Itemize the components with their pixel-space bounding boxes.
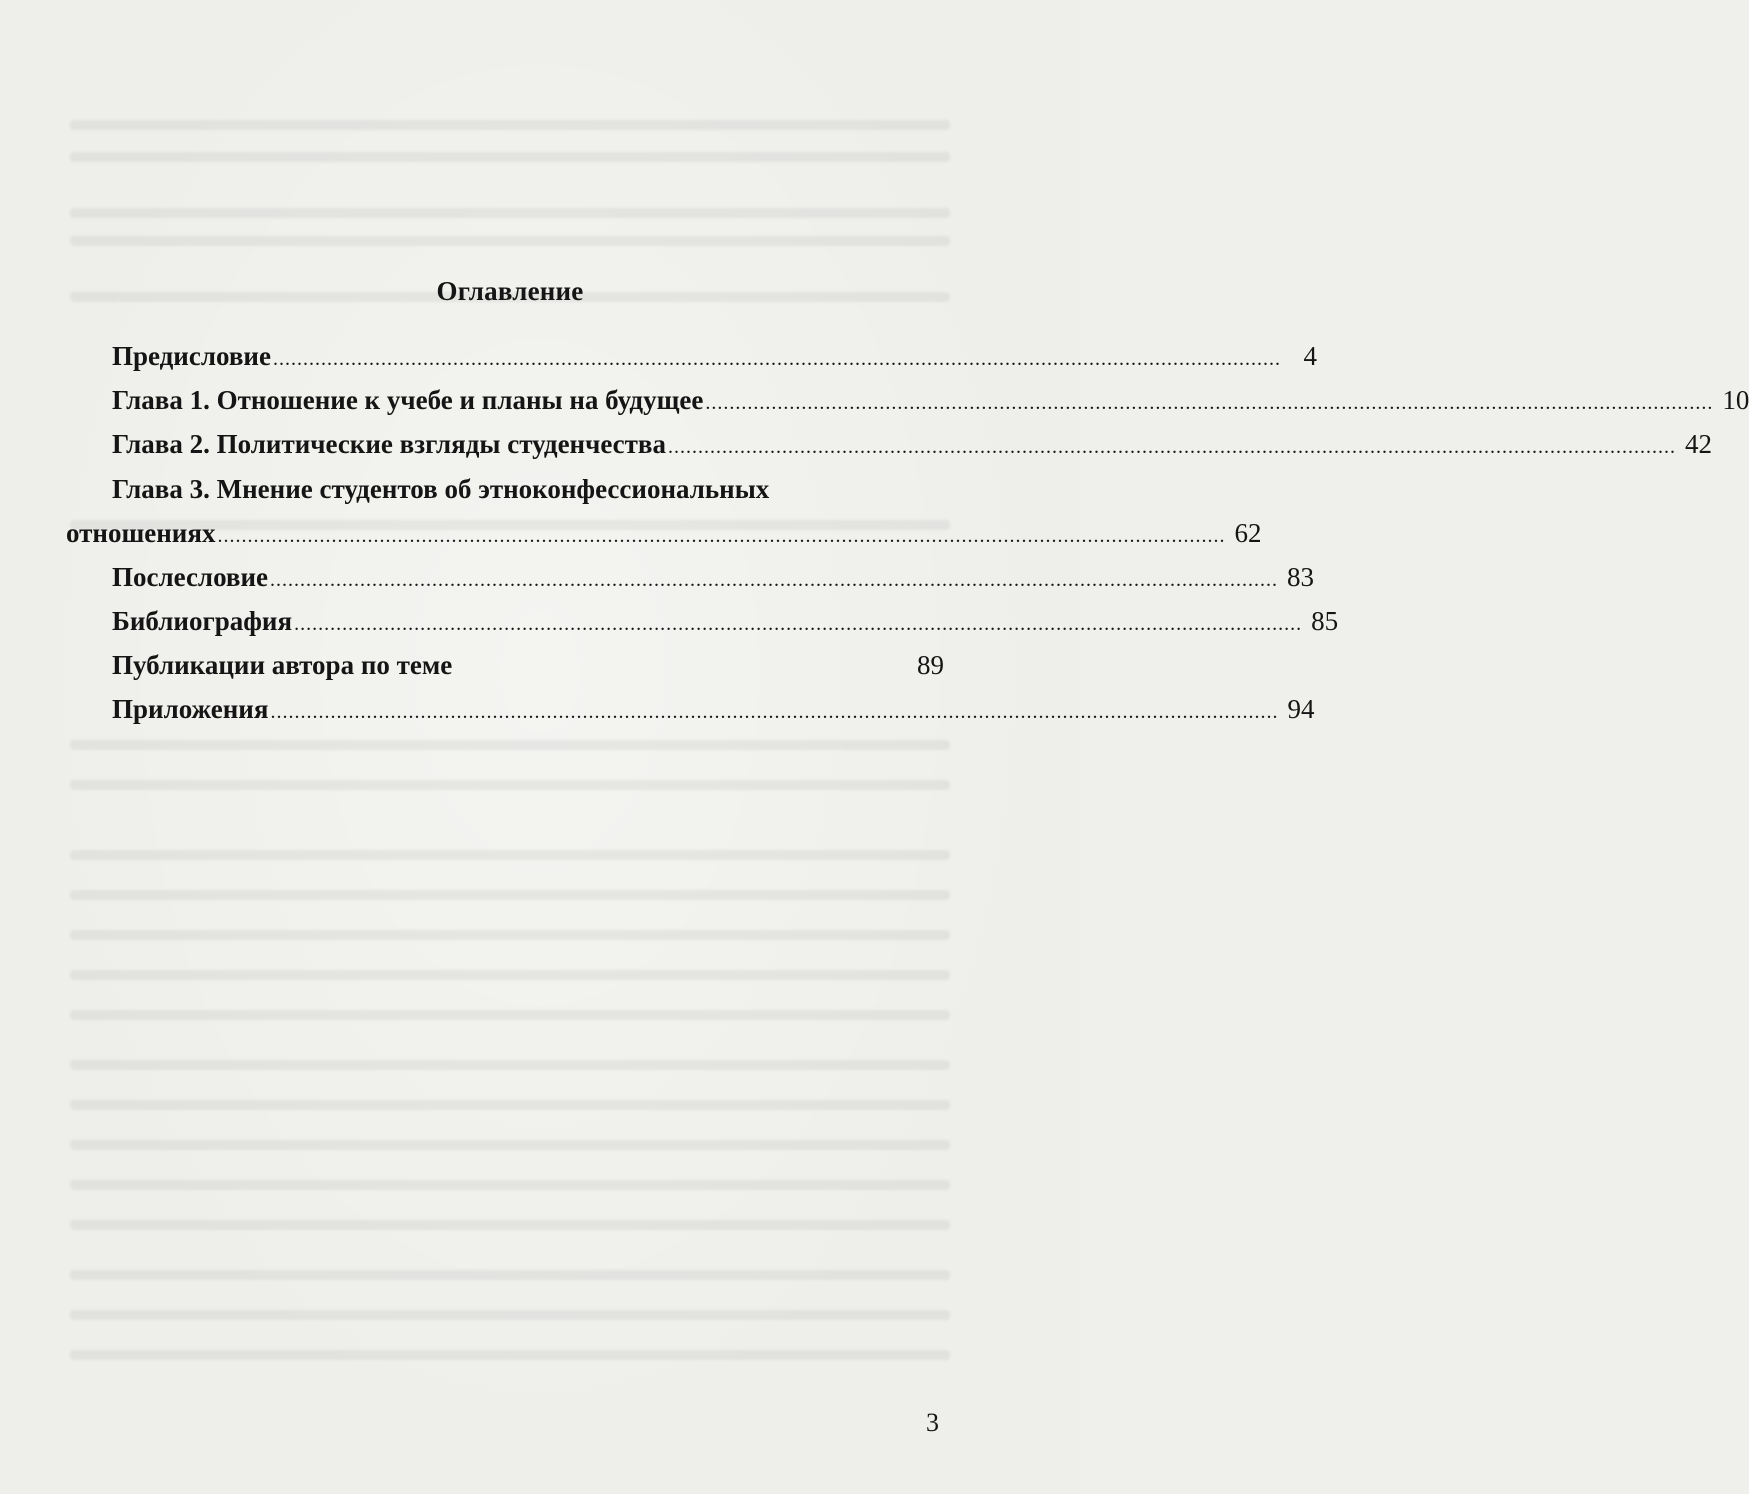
toc-entry-label: Послесловие (112, 562, 269, 592)
bleed-through-line (70, 930, 950, 940)
toc-entry-page: 85 (1311, 606, 1339, 636)
toc-entry[interactable] (112, 649, 944, 684)
toc-entry[interactable] (112, 605, 1339, 640)
toc-entry-page: 89 (917, 650, 944, 680)
bleed-through-line (70, 1140, 950, 1150)
toc-entry[interactable] (112, 428, 1712, 463)
toc-entry-page: 10 (1722, 385, 1749, 415)
bleed-through-line (70, 120, 950, 130)
toc-entry-label-cont: отношениях (66, 518, 216, 548)
bleed-through-line (70, 1220, 950, 1230)
toc-entry[interactable] (112, 473, 944, 505)
toc-entry-label: Предисловие (112, 341, 271, 371)
bleed-through-line (70, 1100, 950, 1110)
dot-leader: ........................................................................................................................................................................ (217, 525, 1226, 547)
page-number: 3 (926, 1408, 939, 1437)
bleed-through-line (70, 970, 950, 980)
toc-title: Оглавление (436, 276, 584, 307)
toc-entry-label: Глава 3. Мнение студентов об этноконфессиональных (112, 474, 770, 504)
dot-leader: ........................................................................................................................................................................ (294, 613, 1303, 635)
dot-leader: ........................................................................................................................................................................ (270, 569, 1279, 591)
bleed-through-line (70, 208, 950, 218)
bleed-through-line (70, 1350, 950, 1360)
toc-entry-page: 42 (1684, 429, 1712, 459)
bleed-through-line (70, 236, 950, 246)
toc-entry-page: 94 (1287, 694, 1315, 724)
dot-leader: ........................................................................................................................................................................ (272, 348, 1281, 370)
bleed-through-line (70, 850, 950, 860)
bleed-through-line (70, 1270, 950, 1280)
toc-entry[interactable] (112, 693, 1315, 728)
toc-entry-label: Приложения (112, 694, 269, 724)
bleed-through-line (70, 1010, 950, 1020)
toc-entry-label: Библиография (112, 606, 293, 636)
dot-leader: ........................................................................................................................................................................ (270, 701, 1279, 723)
bleed-through-line (70, 1310, 950, 1320)
toc-entry-page: 83 (1287, 562, 1315, 592)
bleed-through-line (70, 1060, 950, 1070)
bleed-through-line (70, 890, 950, 900)
toc-entry-page: 62 (1234, 518, 1262, 548)
toc-entry-label: Публикации автора по теме (112, 650, 453, 680)
toc-entry[interactable] (112, 384, 1749, 419)
toc-entry-label: Глава 2. Политические взгляды студенчества (112, 429, 666, 459)
dot-leader: ........................................................................................................................................................................ (667, 436, 1676, 458)
toc-entry[interactable] (112, 561, 1315, 596)
dot-leader: ........................................................................................................................................................................ (705, 392, 1714, 414)
toc-entry-continuation[interactable] (66, 517, 1262, 552)
bleed-through-line (70, 780, 950, 790)
toc-entry-label: Глава 1. Отношение к учебе и планы на будущее (112, 385, 704, 415)
toc-entry[interactable] (112, 340, 1317, 375)
bleed-through-line (70, 740, 950, 750)
toc-entry-page: 4 (1303, 341, 1317, 371)
bleed-through-line (70, 1180, 950, 1190)
bleed-through-line (70, 152, 950, 162)
